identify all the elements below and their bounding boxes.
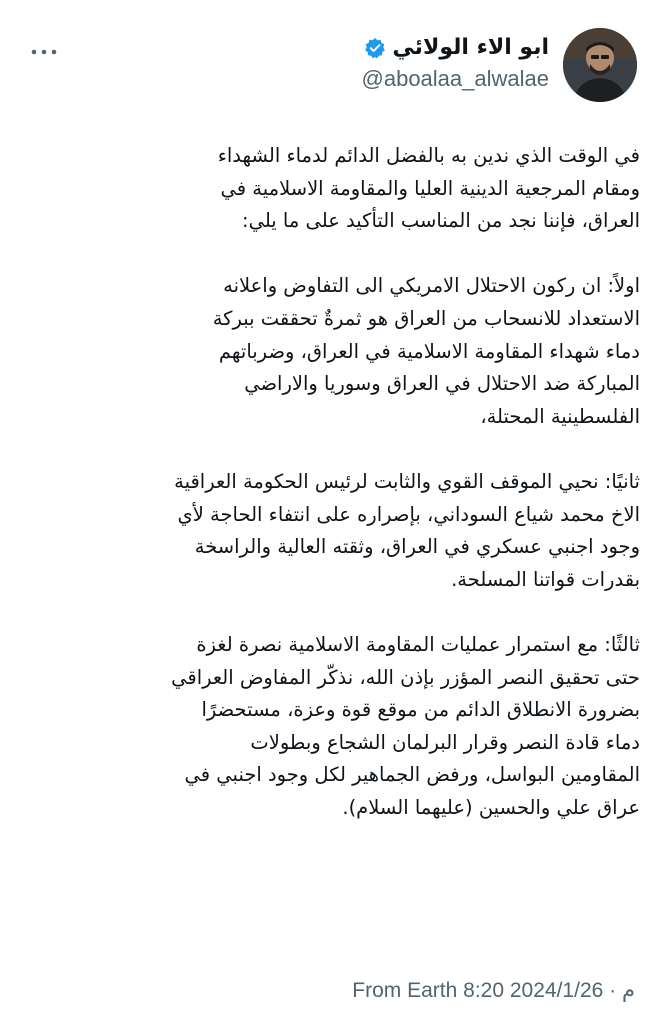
meta-separator: · bbox=[603, 979, 622, 1002]
tweet-line: دماء قادة النصر وقرار البرلمان الشجاع وبطولات bbox=[250, 730, 640, 754]
tweet-header bbox=[0, 26, 665, 106]
tweet-source[interactable]: From Earth bbox=[352, 979, 458, 1002]
tweet-paragraph-second bbox=[30, 466, 640, 596]
tweet-line: دماء شهداء المقاومة الاسلامية في العراق، وضرباتهم bbox=[218, 339, 640, 363]
avatar[interactable] bbox=[563, 28, 637, 102]
verified-badge-icon bbox=[364, 37, 386, 59]
author-info bbox=[362, 34, 549, 92]
tweet-line: العراق، فإننا نجد من المناسب التأكيد على ما يلي: bbox=[242, 209, 640, 233]
author-display-name[interactable]: ابو الاء الولائي bbox=[392, 35, 549, 60]
tweet-line: ومقام المرجعية الدينية العليا والمقاومة الاسلامية في bbox=[220, 176, 640, 200]
tweet-line: عراق علي والحسين (عليهما السلام). bbox=[342, 795, 640, 819]
more-options-button[interactable] bbox=[26, 40, 62, 64]
tweet-line: بضرورة الانطلاق الدائم من موقع قوة وعزة، مستحضرًا bbox=[201, 698, 640, 722]
author-handle[interactable]: @aboalaa_alwalae bbox=[361, 66, 549, 91]
tweet-line: الاخ محمد شياع السوداني، بإصراره على انتفاء الحاجة لأي bbox=[177, 502, 640, 526]
avatar-photo-icon bbox=[563, 28, 637, 102]
ellipsis-icon bbox=[31, 49, 57, 55]
tweet-line: ثالثًا: مع استمرار عمليات المقاومة الاسلامية نصرة لغزة bbox=[196, 632, 640, 656]
tweet-line: المباركة ضد الاحتلال في العراق وسوريا والاراضي bbox=[244, 372, 640, 396]
tweet-paragraph-third bbox=[30, 629, 640, 825]
tweet-metadata bbox=[320, 978, 635, 1003]
tweet-line: ثانيًا: نحيي الموقف القوي والثابت لرئيس الحكومة العراقية bbox=[174, 469, 640, 493]
tweet-time[interactable]: 8:20 م bbox=[463, 979, 635, 1002]
tweet-line: المقاومين البواسل، ورفض الجماهير لكل وجود اجنبي في bbox=[184, 763, 640, 787]
tweet-paragraph-first bbox=[30, 270, 640, 433]
tweet-line: وجود اجنبي عسكري في العراق، وثقته العالية والراسخة bbox=[194, 535, 640, 559]
tweet-text bbox=[30, 140, 640, 824]
tweet-date[interactable]: 2024/1/26 bbox=[509, 979, 604, 1002]
tweet-line: بقدرات قواتنا المسلحة. bbox=[451, 567, 640, 591]
tweet-paragraph-intro bbox=[30, 140, 640, 238]
tweet-line: اولاً: ان ركون الاحتلال الامريكي الى التفاوض واعلانه bbox=[223, 274, 640, 298]
tweet-line: حتى تحقيق النصر المؤزر بإذن الله، نذكّر المفاوض العراقي bbox=[171, 665, 640, 689]
tweet-line: في الوقت الذي ندين به بالفضل الدائم لدماء الشهداء bbox=[217, 144, 640, 167]
tweet-line: الفلسطينية المحتلة، bbox=[480, 404, 640, 428]
tweet-line: الاستعداد للانسحاب من العراق هو ثمرةٌ تحققت ببركة bbox=[212, 306, 640, 330]
